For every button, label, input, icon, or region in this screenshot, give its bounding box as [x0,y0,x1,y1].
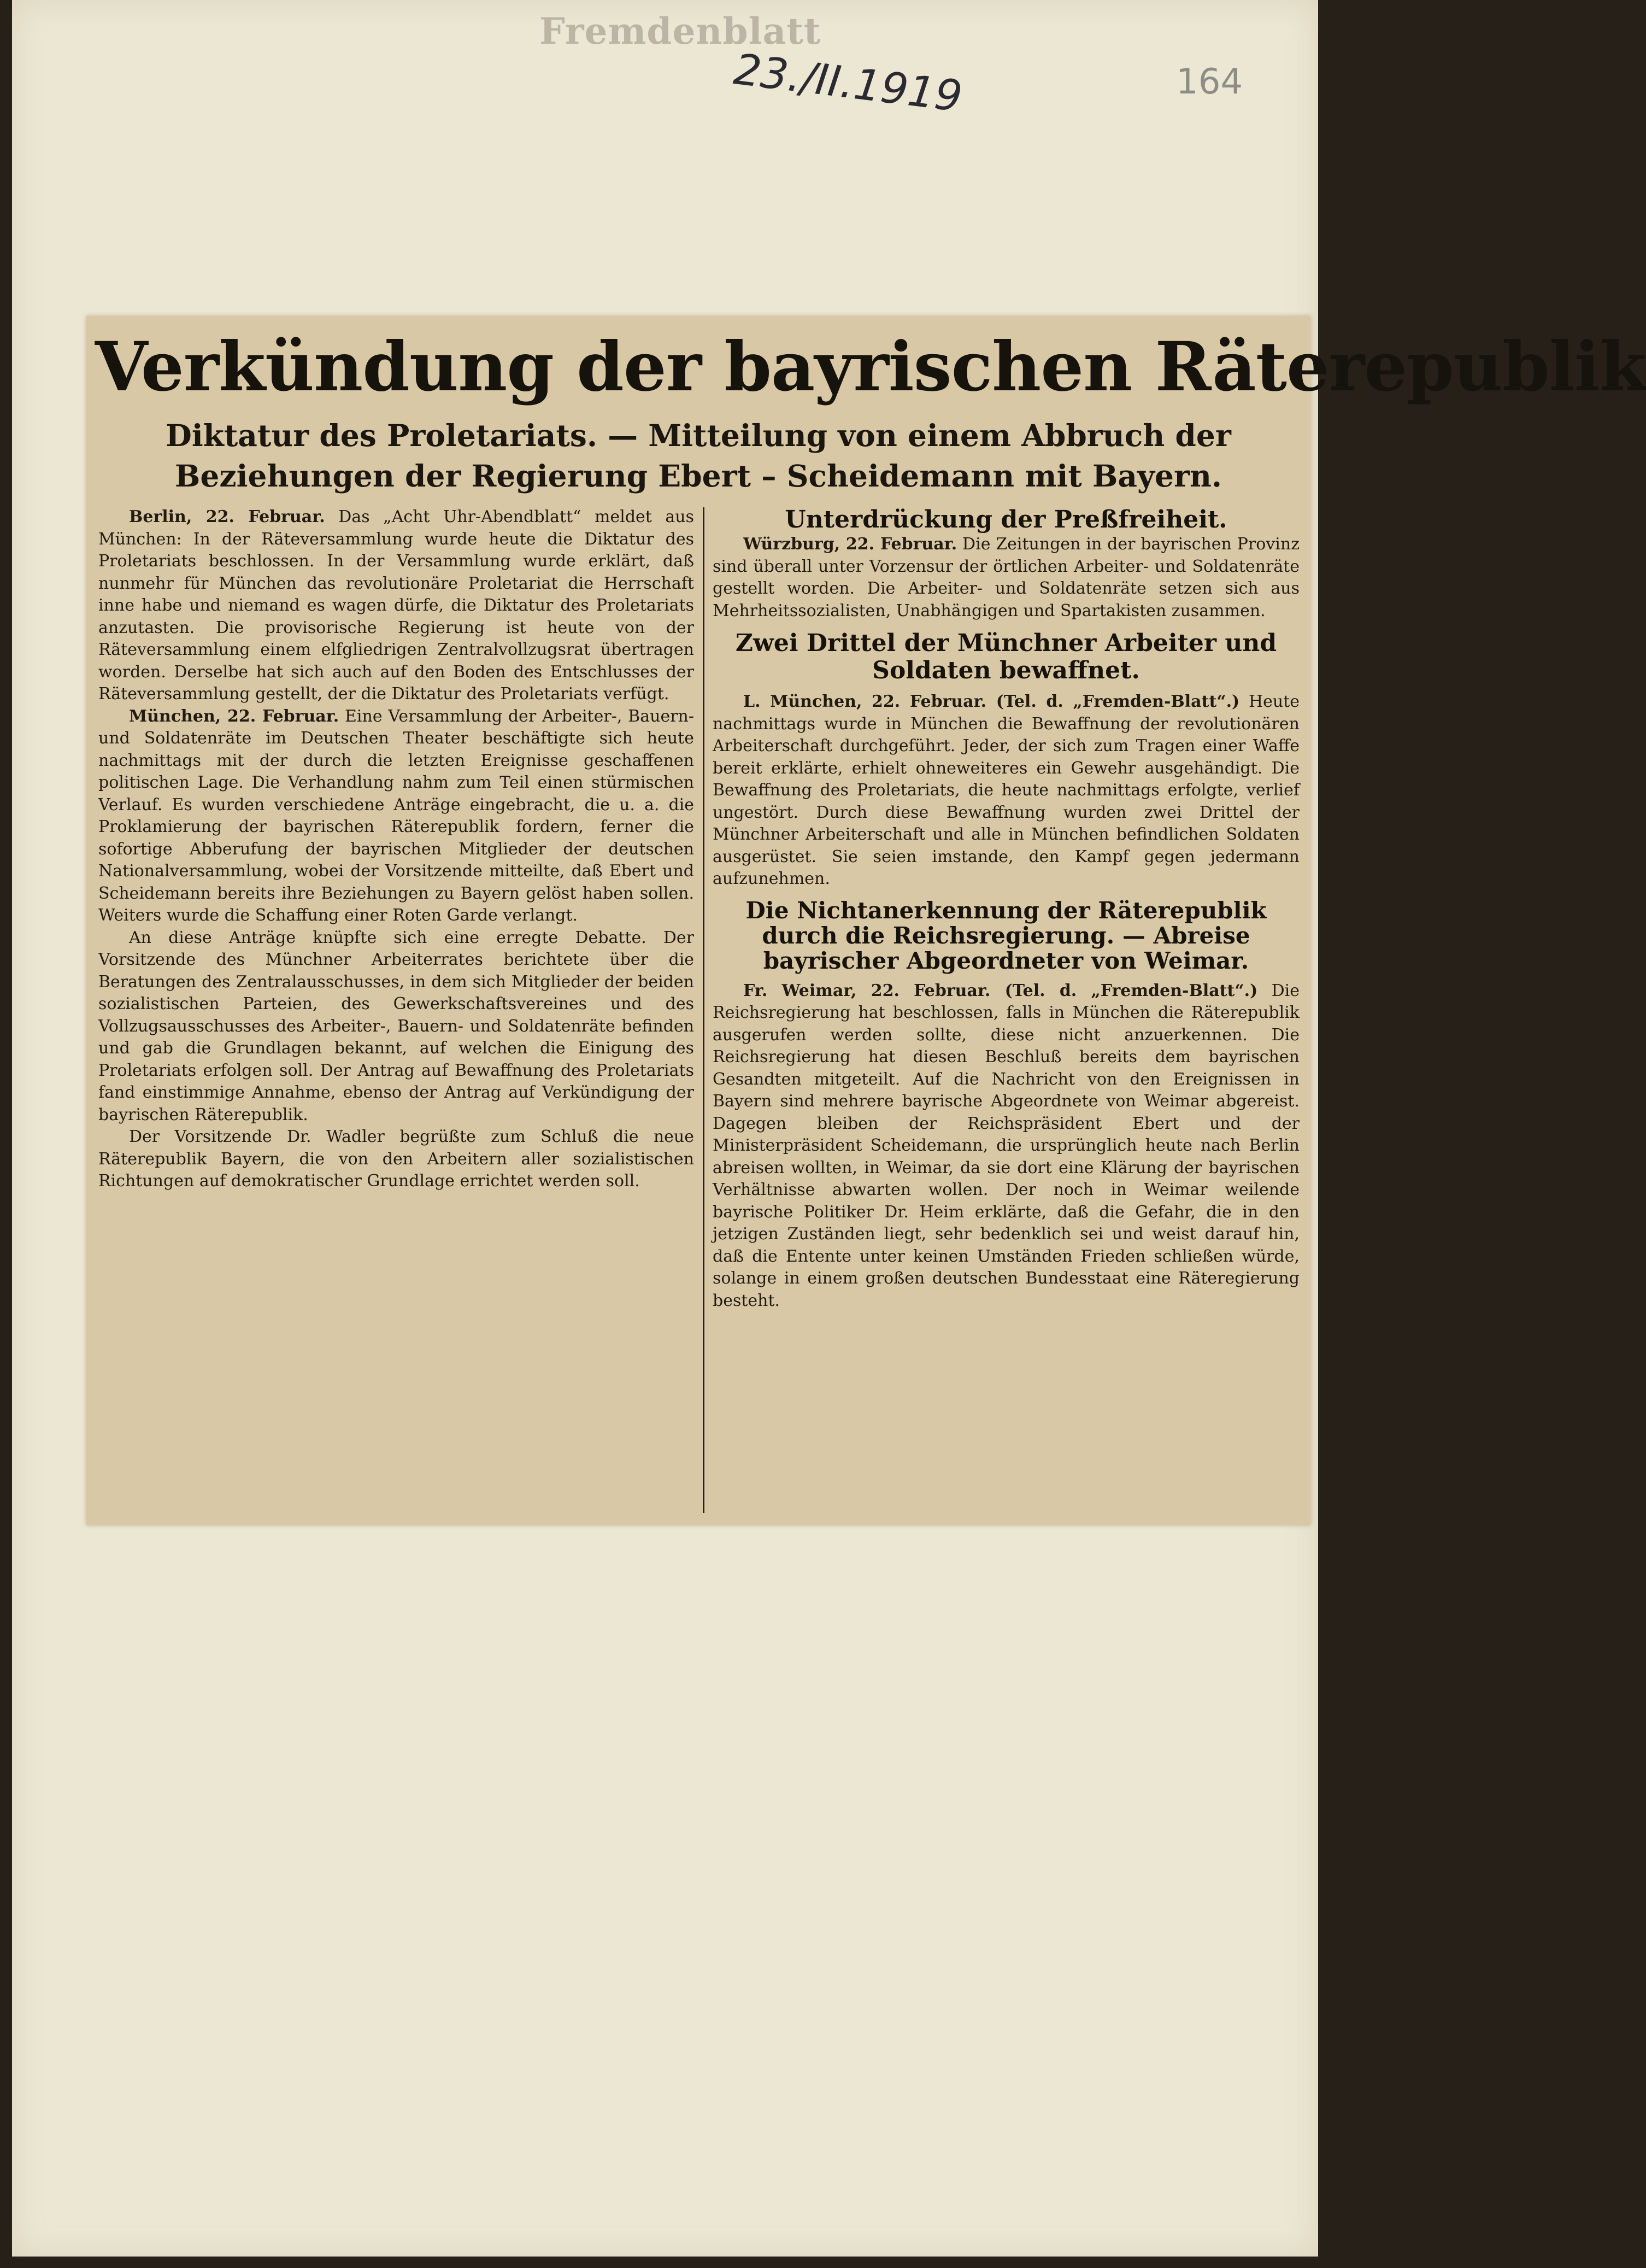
column-divider [703,507,704,1513]
paragraph-dateline: L. München, 22. Februar. (Tel. d. „Fremden-Blatt“.) [743,692,1240,711]
paragraph-text: Die Reichsregierung hat beschlossen, falls in München die Räterepublik ausgerufen werden sollte, diese nicht anzuerkennen. Die Reichsregierung hat diesen Beschluß bereits dem bayrischen Gesandten mitgeteilt. Auf die Nachricht von den Ereignissen in Bayern sind mehrere bayrische Abgeordnete von Weimar abgereist. Dagegen bleiben der Reichspräsident Ebert und der Ministerpräsident Scheidemann, die ursprünglich heute nach Berlin abreisen wollten, in Weimar, da sie dort eine Klärung der bayrischen Verhältnisse abwarten wollen. Der noch in Weimar weilende bayrische Politiker Dr. Heim erklärte, daß die Gefahr, die in den jetzigen Zuständen liegt, sehr bedenklich sei und weist darauf hin, daß die Entente unter keinen Umständen Frieden schließen würde, solange in einem großen deutschen Bundesstaat eine Räteregierung besteht. [713,981,1300,1310]
page-number-note: 164 [1176,62,1243,102]
section-heading: Zwei Drittel der Münchner Arbeiter und Soldaten bewaffnet. [735,629,1277,684]
right-column [713,506,1300,1517]
left-column [98,506,694,1517]
paragraph-text: Der Vorsitzende Dr. Wadler begrüßte zum Schluß die neue Räterepublik Bayern, die von den Arbeitern aller sozialistischen Richtungen auf demokratischer Grundlage errichtet werden soll. [98,1127,694,1191]
paragraph-text: Das „Acht Uhr-Abendblatt“ meldet aus München: In der Räteversammlung wurde heute die Diktatur des Proletariats beschlossen. In der Versammlung wurde erklärt, daß nunmehr für München das revolutionäre Proletariat die Herrschaft inne habe und niemand es wagen dürfe, die Diktatur des Proletariats anzutasten. Die provisorische Regierung ist heute von der Räteversammlung einem elfgliedrigen Zentralvollzugsrat übertragen worden. Derselbe hat sich auch auf den Boden des Entschlusses der Räteversammlung gestellt, der die Diktatur des Proletariats verfügt. [98,507,694,704]
article-paragraph [98,706,694,927]
paragraph-text: An diese Anträge knüpfte sich eine erregte Debatte. Der Vorsitzende des Münchner Arbeiterrates berichtete über die Beratungen des Zentralausschusses, in dem sich Mitglieder der beiden sozialistischen Parteien, des Gewerkschaftsvereines und des Vollzugsausschusses des Arbeiter-, Bauern- und Soldatenräte befinden und gab die Grundlagen bekannt, auf welchen die Einigung des Proletariats erfolgen soll. Der Antrag auf Bewaffnung des Proletariats fand einstimmige Annahme, ebenso der Antrag auf Verkündigung der bayrischen Räterepublik. [98,928,694,1124]
paragraph-text: Heute nachmittags wurde in München die Bewaffnung der revolutionären Arbeiterschaft durchgeführt. Jeder, der sich zum Tragen einer Waffe bereit erklärte, erhielt ohneweiteres ein Gewehr ausgehändigt. Die Bewaffnung des Proletariats, die heute nachmittags erfolgte, verlief ungestört. Durch diese Bewaffnung wurden zwei Drittel der Münchner Arbeiterschaft und alle in München befindlichen Soldaten ausgerüstet. Sie seien imstande, den Kampf gegen jedermann aufzunehmen. [713,692,1300,888]
article-paragraph [713,980,1300,1312]
article-paragraph [713,534,1300,622]
paragraph-dateline: Fr. Weimar, 22. Februar. (Tel. d. „Fremden-Blatt“.) [743,981,1258,1000]
section-heading: Die Nichtanerkennung der Räterepublik durch die Reichsregierung. — Abreise bayrischer Abgeordneter von Weimar. [745,896,1267,974]
newspaper-stamp: Fremdenblatt [539,10,821,52]
article-paragraph [98,506,694,706]
article-paragraph [98,927,694,1127]
newspaper-clipping [86,316,1646,1525]
paragraph-dateline: Berlin, 22. Februar. [129,507,325,526]
article-subheadline: Diktatur des Proletariats. — Mitteilung von einem Abbruch der Beziehungen der Regierung Ebert – Scheidemann mit Bayern. [166,418,1231,494]
article-headline: Verkündung der bayrischen Räterepublik [95,327,1646,407]
paragraph-dateline: München, 22. Februar. [129,706,339,726]
section-heading: Unterdrückung der Preßfreiheit. [785,506,1227,534]
paragraph-dateline: Würzburg, 22. Februar. [743,535,957,554]
paragraph-text: Eine Versammlung der Arbeiter-, Bauern- und Soldatenräte im Deutschen Theater beschäftigte sich heute nachmittags mit der durch die letzten Ereignisse geschaffenen politischen Lage. Die Verhandlung nahm zum Teil einen stürmischen Verlauf. Es wurden verschiedene Anträge eingebracht, die u. a. die Proklamierung der bayrischen Räterepublik fordern, ferner die sofortige Abberufung der bayrischen Mitglieder der deutschen Nationalversammlung, wobei der Vorsitzende mitteilte, daß Ebert und Scheidemann bereits ihre Beziehungen zu Bayern gelöst haben sollen. Weiters wurde die Schaffung einer Roten Garde verlangt. [98,706,694,925]
paragraph-text: Die Zeitungen in der bayrischen Provinz sind überall unter Vorzensur der örtlichen Arbeiter- und Soldatenräte gestellt worden. Die Arbeiter- und Soldatenräte setzen sich aus Mehrheitssozialisten, Unabhängigen und Spartakisten zusammen. [713,535,1300,620]
article-paragraph [98,1126,694,1193]
handwritten-date: 23./II.1919 [731,45,965,122]
article-paragraph [713,691,1300,890]
